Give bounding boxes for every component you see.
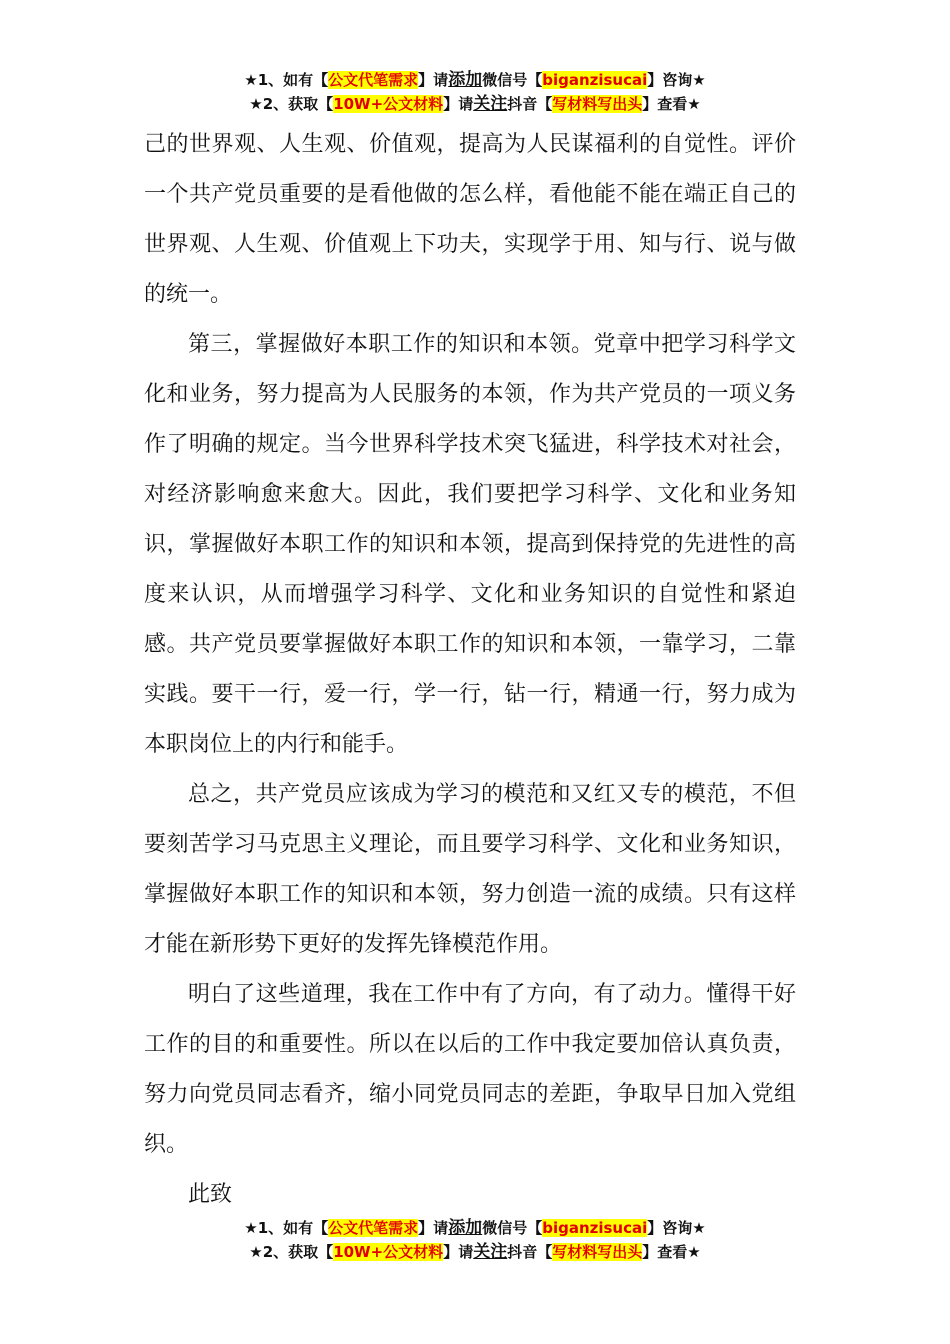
footer-line-1-mid1: 】请 — [418, 1219, 449, 1237]
banner-line-1-suffix: 】咨询★ — [647, 71, 706, 89]
banner-line-1 — [0, 68, 950, 92]
footer-highlight-douyin-account: 写材料写出头 — [552, 1243, 643, 1261]
paragraph-continuation: 己的世界观、人生观、价值观，提高为人民谋福利的自觉性。评价一个共产党员重要的是看他做的怎么样，看他能不能在端正自己的世界观、人生观、价值观上下功夫，实现学于用、知与行、说与做的统一。 — [144, 132, 796, 307]
banner-line-2-prefix: ★2、获取【 — [249, 95, 334, 113]
banner-highlight-materials: 10W+公文材料 — [333, 95, 444, 113]
banner-underline-follow: 关注 — [473, 94, 508, 114]
footer-underline-add: 添加 — [448, 1218, 483, 1238]
footer-highlight-writing-service: 公文代笔需求 — [328, 1219, 419, 1237]
paragraph-summary: 总之，共产党员应该成为学习的模范和又红又专的模范，不但要刻苦学习马克思主义理论，而且要学习科学、文化和业务知识，掌握做好本职工作的知识和本领，努力创造一流的成绩。只有这样才能在新形势下更好的发挥先锋模范作用。 — [144, 782, 796, 957]
paragraph-resolution: 明白了这些道理，我在工作中有了方向，有了动力。懂得干好工作的目的和重要性。所以在以后的工作中我定要加倍认真负责，努力向党员同志看齐，缩小同党员同志的差距，争取早日加入党组织。 — [144, 982, 796, 1157]
footer-underline-follow: 关注 — [473, 1242, 508, 1262]
document-body — [144, 120, 796, 1220]
banner-underline-add: 添加 — [448, 70, 483, 90]
footer-banner — [0, 1216, 950, 1264]
footer-line-1-mid2: 微信号【 — [482, 1219, 543, 1237]
banner-highlight-douyin-account: 写材料写出头 — [552, 95, 643, 113]
banner-line-1-mid1: 】请 — [418, 71, 449, 89]
footer-line-2-prefix: ★2、获取【 — [249, 1243, 334, 1261]
banner-line-2-suffix: 】查看★ — [642, 95, 701, 113]
footer-line-1-prefix: ★1、如有【 — [244, 1219, 329, 1237]
footer-highlight-wechat-id: biganzisucai — [542, 1219, 648, 1237]
paragraph-closing-salutation: 此致 — [188, 1182, 233, 1207]
header-banner — [0, 68, 950, 116]
banner-line-1-mid2: 微信号【 — [482, 71, 543, 89]
banner-line-2-mid1: 】请 — [443, 95, 474, 113]
footer-banner-line-1 — [0, 1216, 950, 1240]
footer-banner-line-2 — [0, 1240, 950, 1264]
footer-line-2-mid1: 】请 — [443, 1243, 474, 1261]
paragraph-third-point: 第三，掌握做好本职工作的知识和本领。党章中把学习科学文化和业务，努力提高为人民服务的本领，作为共产党员的一项义务作了明确的规定。当今世界科学技术突飞猛进，科学技术对社会，对经济影响愈来愈大。因此，我们要把学习科学、文化和业务知识，掌握做好本职工作的知识和本领，提高到保持党的先进性的高度来认识，从而增强学习科学、文化和业务知识的自觉性和紧迫感。共产党员要掌握做好本职工作的知识和本领，一靠学习，二靠实践。要干一行，爱一行，学一行，钻一行，精通一行，努力成为本职岗位上的内行和能手。 — [144, 332, 796, 757]
banner-highlight-writing-service: 公文代笔需求 — [328, 71, 419, 89]
footer-line-2-mid2: 抖音【 — [507, 1243, 553, 1261]
banner-line-1-prefix: ★1、如有【 — [244, 71, 329, 89]
banner-line-2-mid2: 抖音【 — [507, 95, 553, 113]
footer-highlight-materials: 10W+公文材料 — [333, 1243, 444, 1261]
banner-highlight-wechat-id: biganzisucai — [542, 71, 648, 89]
banner-line-2 — [0, 92, 950, 116]
footer-line-2-suffix: 】查看★ — [642, 1243, 701, 1261]
footer-line-1-suffix: 】咨询★ — [647, 1219, 706, 1237]
